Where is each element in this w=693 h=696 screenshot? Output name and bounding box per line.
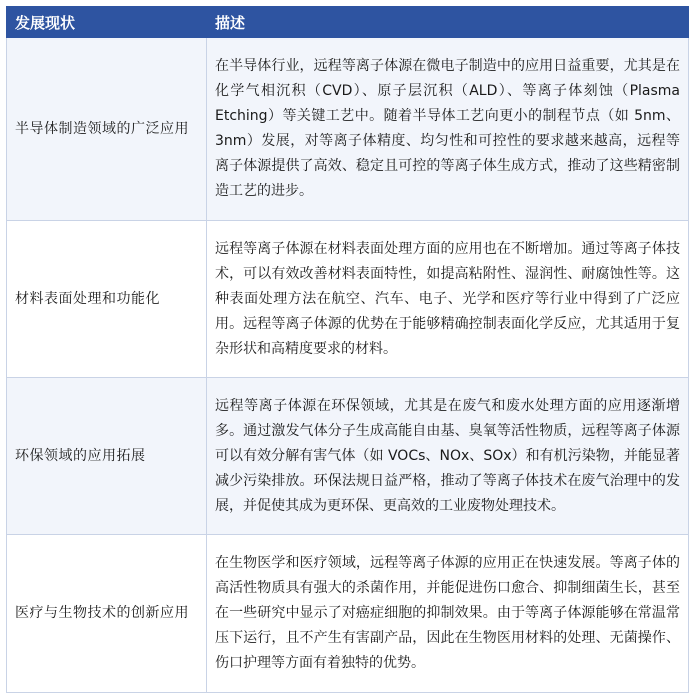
header-row <box>7 7 689 38</box>
row-description-cell: 远程等离子体源在环保领域，尤其是在废气和废水处理方面的应用逐渐增多。通过激发气体分子生成高能自由基、臭氧等活性物质，远程等离子体源可以有效分解有害气体（如 VOCs、NOx、SOx）和有机污染物，并能显著减少污染排放。环保法规日益严格，推动了等离子体技术在废气治理中的发展，并促使其成为更环保、更高效的工业废物处理技术。 <box>207 378 689 535</box>
row-status-cell: 医疗与生物技术的创新应用 <box>7 535 207 693</box>
header-status: 发展现状 <box>7 7 207 38</box>
row-status-cell: 材料表面处理和功能化 <box>7 221 207 378</box>
row-status-cell: 半导体制造领域的广泛应用 <box>7 38 207 221</box>
row-description-cell: 远程等离子体源在材料表面处理方面的应用也在不断增加。通过等离子体技术，可以有效改善材料表面特性，如提高粘附性、湿润性、耐腐蚀性等。这种表面处理方法在航空、汽车、电子、光学和医疗等行业中得到了广泛应用。远程等离子体源的优势在于能够精确控制表面化学反应，尤其适用于复杂形状和高精度要求的材料。 <box>207 221 689 378</box>
table-row <box>7 221 689 378</box>
development-status-table-wrapper <box>6 6 688 691</box>
row-status-cell: 环保领域的应用拓展 <box>7 378 207 535</box>
row-description-cell: 在生物医学和医疗领域，远程等离子体源的应用正在快速发展。等离子体的高活性物质具有强大的杀菌作用，并能促进伤口愈合、抑制细菌生长，甚至在一些研究中显示了对癌症细胞的抑制效果。由于等离子体源能够在常温常压下运行，且不产生有害副产品，因此在生物医用材料的处理、无菌操作、伤口护理等方面有着独特的优势。 <box>207 535 689 693</box>
header-description: 描述 <box>207 7 689 38</box>
table-row <box>7 378 689 535</box>
development-status-table <box>6 6 689 693</box>
row-description-cell: 在半导体行业，远程等离子体源在微电子制造中的应用日益重要，尤其是在化学气相沉积（CVD）、原子层沉积（ALD）、等离子体刻蚀（Plasma Etching）等关键工艺中。随着半导体工艺向更小的制程节点（如 5nm、3nm）发展，对等离子体精度、均匀性和可控性的要求越来越高，远程等离子体源提供了高效、稳定且可控的等离子体生成方式，推动了这些精密制造工艺的进步。 <box>207 38 689 221</box>
table-row <box>7 38 689 221</box>
table-header <box>7 7 689 38</box>
table-body <box>7 38 689 693</box>
table-row <box>7 535 689 693</box>
